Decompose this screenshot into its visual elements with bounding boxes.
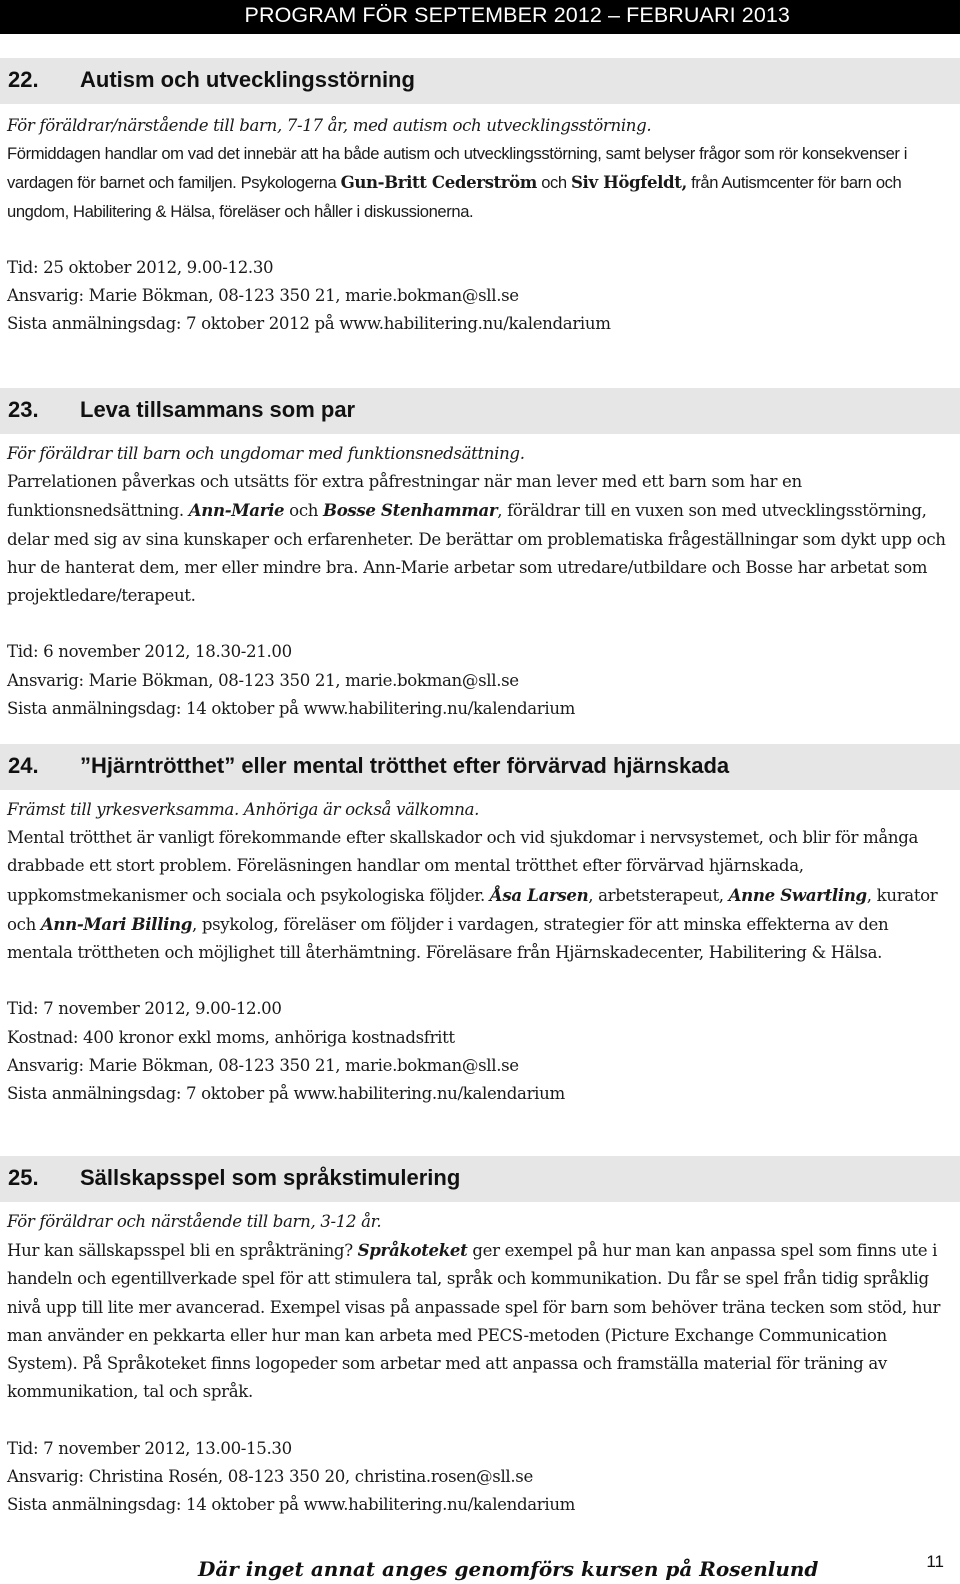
section-number: 23. xyxy=(8,397,39,422)
section-time: Tid: 7 november 2012, 13.00-15.30 xyxy=(7,1438,292,1458)
section-deadline: Sista anmälningsdag: 7 oktober på www.habilitering.nu/kalendarium xyxy=(7,1084,565,1104)
section-title: ”Hjärntrötthet” eller mental trötthet efter förvärvad hjärnskada xyxy=(80,753,730,778)
section-time: Tid: 25 oktober 2012, 9.00-12.30 xyxy=(7,258,274,277)
section-deadline: Sista anmälningsdag: 14 oktober på www.habilitering.nu/kalendarium xyxy=(7,1495,576,1515)
speaker-name: Anne Swartling xyxy=(728,884,867,905)
description-text: Parrelationen påverkas och utsätts för extra påfrestningar när man lever med ett barn som har en funktionsnedsättning. xyxy=(7,472,802,521)
section-title: Autism och utvecklingsstörning xyxy=(80,67,415,92)
section-description xyxy=(7,468,947,610)
speaker-name: Siv Högfeldt, xyxy=(570,172,687,193)
section-body-25 xyxy=(7,1208,947,1519)
section-body-24 xyxy=(7,796,947,1108)
section-time: Tid: 6 november 2012, 18.30-21.00 xyxy=(7,642,292,662)
section-description xyxy=(7,824,947,967)
section-header-23 xyxy=(0,388,960,434)
section-deadline: Sista anmälningsdag: 7 oktober 2012 på www.habilitering.nu/kalendarium xyxy=(7,314,611,334)
description-text: , psykolog, föreläser om följder i vardagen, strategier för att minska effekterna av den mentala tröttheten och möjlighet till återhämtning. Föreläsare från Hjärnskadecenter, Habilitering & Hälsa. xyxy=(7,914,889,963)
page-header-title: PROGRAM FÖR SEPTEMBER 2012 – FEBRUARI 2013 xyxy=(244,3,790,27)
section-title: Leva tillsammans som par xyxy=(80,397,356,422)
speaker-name: Åsa Larsen xyxy=(489,884,589,905)
section-number: 24. xyxy=(8,753,39,778)
description-text: Hur kan sällskapsspel bli en språkträning? xyxy=(7,1241,358,1261)
description-text: från Autismcenter för barn och ungdom, Habilitering & Hälsa, föreläser och håller i diskussionerna. xyxy=(7,173,902,221)
description-text: ger exempel på hur man kan anpassa spel som finns ute i handeln och egentillverkade spel för att stimulera tal, språk och kommunikation. Du får se spel från tidig språklig nivå upp till lite mer avancerad. Exempel visas på anpassade spel för barn som behöver träna tecken som stöd, hur man använder en pekkarta eller hur man kan arbeta med PECS-metoden (Picture Exchange Communication System). På Språkoteket finns logopeder som arbetar med att anpassa och framställa material för träning av kommunikation, tal och språk. xyxy=(7,1241,941,1402)
section-audience: För föräldrar och närstående till barn, 3-12 år. xyxy=(7,1212,382,1231)
section-header-25 xyxy=(0,1156,960,1202)
section-audience: För föräldrar/närstående till barn, 7-17 år, med autism och utvecklingsstörning. xyxy=(7,116,652,135)
section-audience: Främst till yrkesverksamma. Anhöriga är också välkomna. xyxy=(7,800,480,819)
section-number: 22. xyxy=(8,67,39,92)
description-text: Förmiddagen handlar om vad det innebär att ha både autism och utvecklingsstörning, samt belyser frågor som rör konsekvenser i vardagen för barnet och familjen. Psykologerna xyxy=(7,144,908,193)
description-text: och xyxy=(284,501,324,521)
section-cost: Kostnad: 400 kronor exkl moms, anhöriga kostnadsfritt xyxy=(7,1027,455,1047)
section-body-22 xyxy=(7,112,947,339)
description-text: , föräldrar till en vuxen son med utvecklingsstörning, delar med sig av sina kunskaper och erfarenheter. De berättar om problematiska frågeställningar som dykt upp och hur de hanterat dem, mer eller mindre bra. Ann-Marie arbetar som utredare/utbildare och Bosse har arbetat som projektledare/terapeut. xyxy=(7,501,946,606)
speaker-name: Gun-Britt Cederström xyxy=(340,172,537,193)
section-number: 25. xyxy=(8,1165,39,1190)
section-header-22 xyxy=(0,58,960,104)
section-responsible: Ansvarig: Christina Rosén, 08-123 350 20, christina.rosen@sll.se xyxy=(7,1466,533,1486)
section-header-24 xyxy=(0,744,960,790)
page-number: 11 xyxy=(926,1552,944,1571)
speaker-name: Ann-Marie xyxy=(188,500,285,521)
footer-note: Där inget annat anges genomförs kursen på Rosenlund xyxy=(198,1557,819,1581)
section-responsible: Ansvarig: Marie Bökman, 08-123 350 21, marie.bokman@sll.se xyxy=(7,1055,519,1075)
section-audience: För föräldrar till barn och ungdomar med funktionsnedsättning. xyxy=(7,444,525,463)
section-description xyxy=(7,140,947,226)
description-text: , kurator och xyxy=(7,885,938,934)
organisation-name: Språkoteket xyxy=(357,1240,468,1261)
page-header xyxy=(0,0,960,34)
section-time: Tid: 7 november 2012, 9.00-12.00 xyxy=(7,999,282,1019)
section-responsible: Ansvarig: Marie Bökman, 08-123 350 21, marie.bokman@sll.se xyxy=(7,286,519,306)
section-responsible: Ansvarig: Marie Bökman, 08-123 350 21, marie.bokman@sll.se xyxy=(7,670,519,690)
description-text: Mental trötthet är vanligt förekommande efter skallskador och vid sjukdomar i nervsystemet, och blir för många drabbade ett stort problem. Föreläsningen handlar om mental trötthet efter förvärvad hjärnskada, uppkomstmekanismer och sociala och psykologiska följder. xyxy=(7,828,919,905)
section-description xyxy=(7,1236,947,1406)
speaker-name: Bosse Stenhammar xyxy=(323,500,498,521)
description-text: , arbetsterapeut, xyxy=(588,885,729,905)
description-text: och xyxy=(536,173,571,193)
section-body-23 xyxy=(7,440,947,723)
speaker-name: Ann-Mari Billing xyxy=(40,913,193,934)
section-deadline: Sista anmälningsdag: 14 oktober på www.habilitering.nu/kalendarium xyxy=(7,698,576,718)
section-title: Sällskapsspel som språkstimulering xyxy=(80,1165,461,1190)
